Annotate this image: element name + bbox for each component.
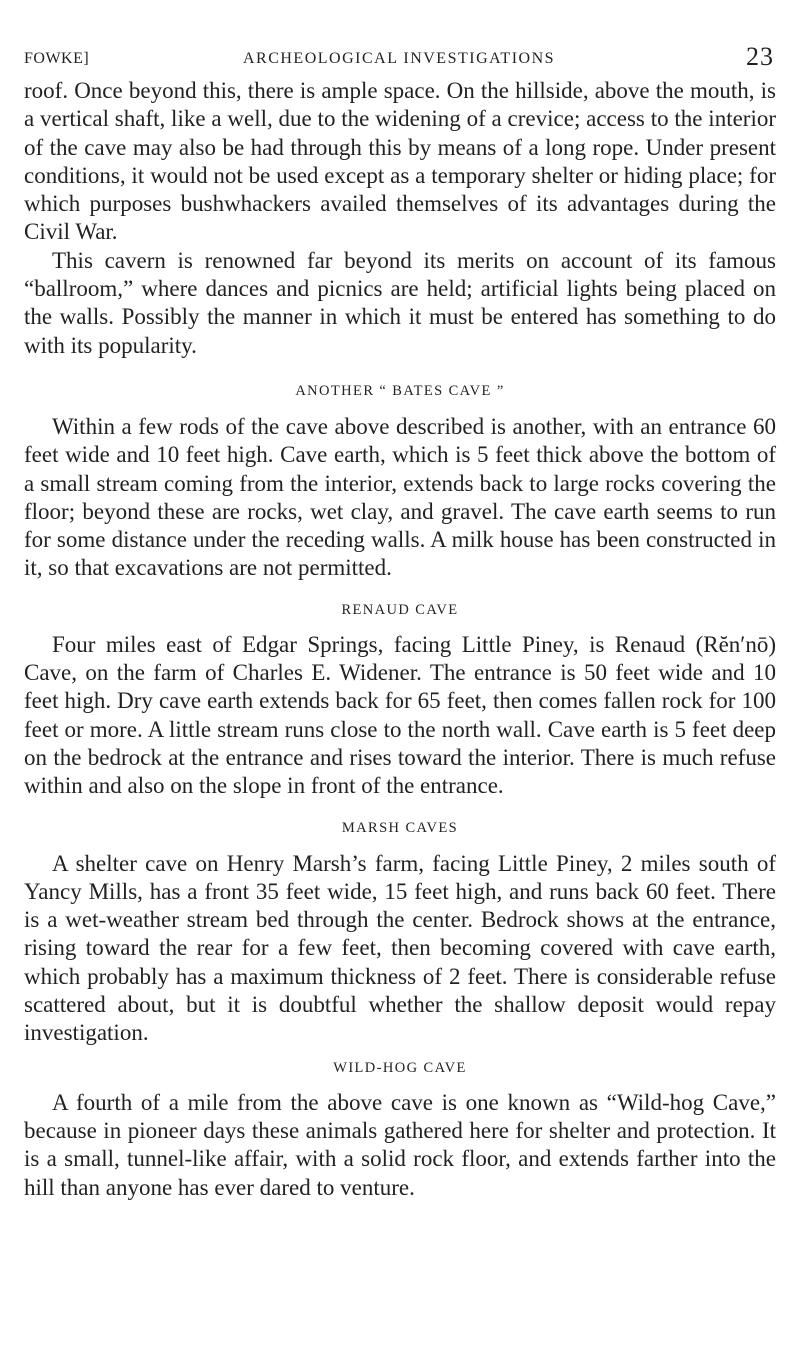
paragraph-another-bates-cave: Within a few rods of the cave above described is another, with an entrance 60 feet wide and 10 feet high. Cave earth, which is 5 feet thick above the bottom of a small stream coming from the interior, extends back to large rocks covering the floor; beyond these are rocks, wet clay, and gravel. The cave earth seems to run for some distance under the receding walls. A milk house has been constructed in it, so that excavations are not permitted. bbox=[24, 413, 776, 581]
paragraph-marsh-caves: A shelter cave on Henry Marsh’s farm, facing Little Piney, 2 miles south of Yancy Mills, has a front 35 feet wide, 15 feet high, and runs back 60 feet. There is a wet-weather stream bed through the center. Bedrock shows at the entrance, rising toward the rear for a few feet, then becoming covered with cave earth, which probably has a maximum thickness of 2 feet. There is considerable refuse scattered about, but it is doubtful whether the shallow deposit would repay investigation. bbox=[24, 850, 776, 1046]
body-text bbox=[24, 77, 776, 1202]
section-heading-renaud-cave: RENAUD CAVE bbox=[341, 601, 459, 618]
section-heading-wild-hog-cave: WILD-HOG CAVE bbox=[333, 1059, 467, 1076]
running-head-author: FOWKE] bbox=[24, 50, 90, 67]
section-heading-marsh-caves: MARSH CAVES bbox=[341, 819, 459, 836]
paragraph-wild-hog-cave: A fourth of a mile from the above cave is one known as “Wild-hog Cave,” because in pioneer days these animals gathered here for shelter and protection. It is a small, tunnel-like affair, with a solid rock floor, and extends farther into the hill than anyone has ever dared to venture. bbox=[24, 1089, 776, 1200]
running-head bbox=[24, 42, 774, 72]
running-head-title: ARCHEOLOGICAL INVESTIGATIONS bbox=[242, 50, 556, 67]
paragraph-renaud-cave: Four miles east of Edgar Springs, facing Little Piney, is Renaud (Rĕn′nō) Cave, on the farm of Charles E. Widener. The entrance is 50 feet wide and 10 feet high. Dry cave earth extends back for 65 feet, then comes fallen rock for 100 feet or more. A little stream runs close to the north wall. Cave earth is 5 feet deep on the bedrock at the entrance and rises toward the interior. There is much refuse within and also on the slope in front of the entrance. bbox=[24, 631, 776, 799]
page-number: 23 bbox=[746, 42, 774, 71]
paragraph-continued: roof. Once beyond this, there is ample space. On the hillside, above the mouth, is a vertical shaft, like a well, due to the widening of a crevice; access to the interior of the cave may also be had through this by means of a long rope. Under present conditions, it would not be used except as a temporary shelter or hiding place; for which purposes bushwhackers availed themselves of its advantages during the Civil War. bbox=[24, 78, 776, 245]
section-heading-another-bates-cave: ANOTHER “ BATES CAVE ” bbox=[295, 382, 505, 399]
paragraph-ballroom: This cavern is renowned far beyond its merits on account of its famous “ballroom,” where dances and picnics are held; artificial lights being placed on the walls. Possibly the manner in which it must be entered has something to do with its popularity. bbox=[24, 247, 776, 358]
